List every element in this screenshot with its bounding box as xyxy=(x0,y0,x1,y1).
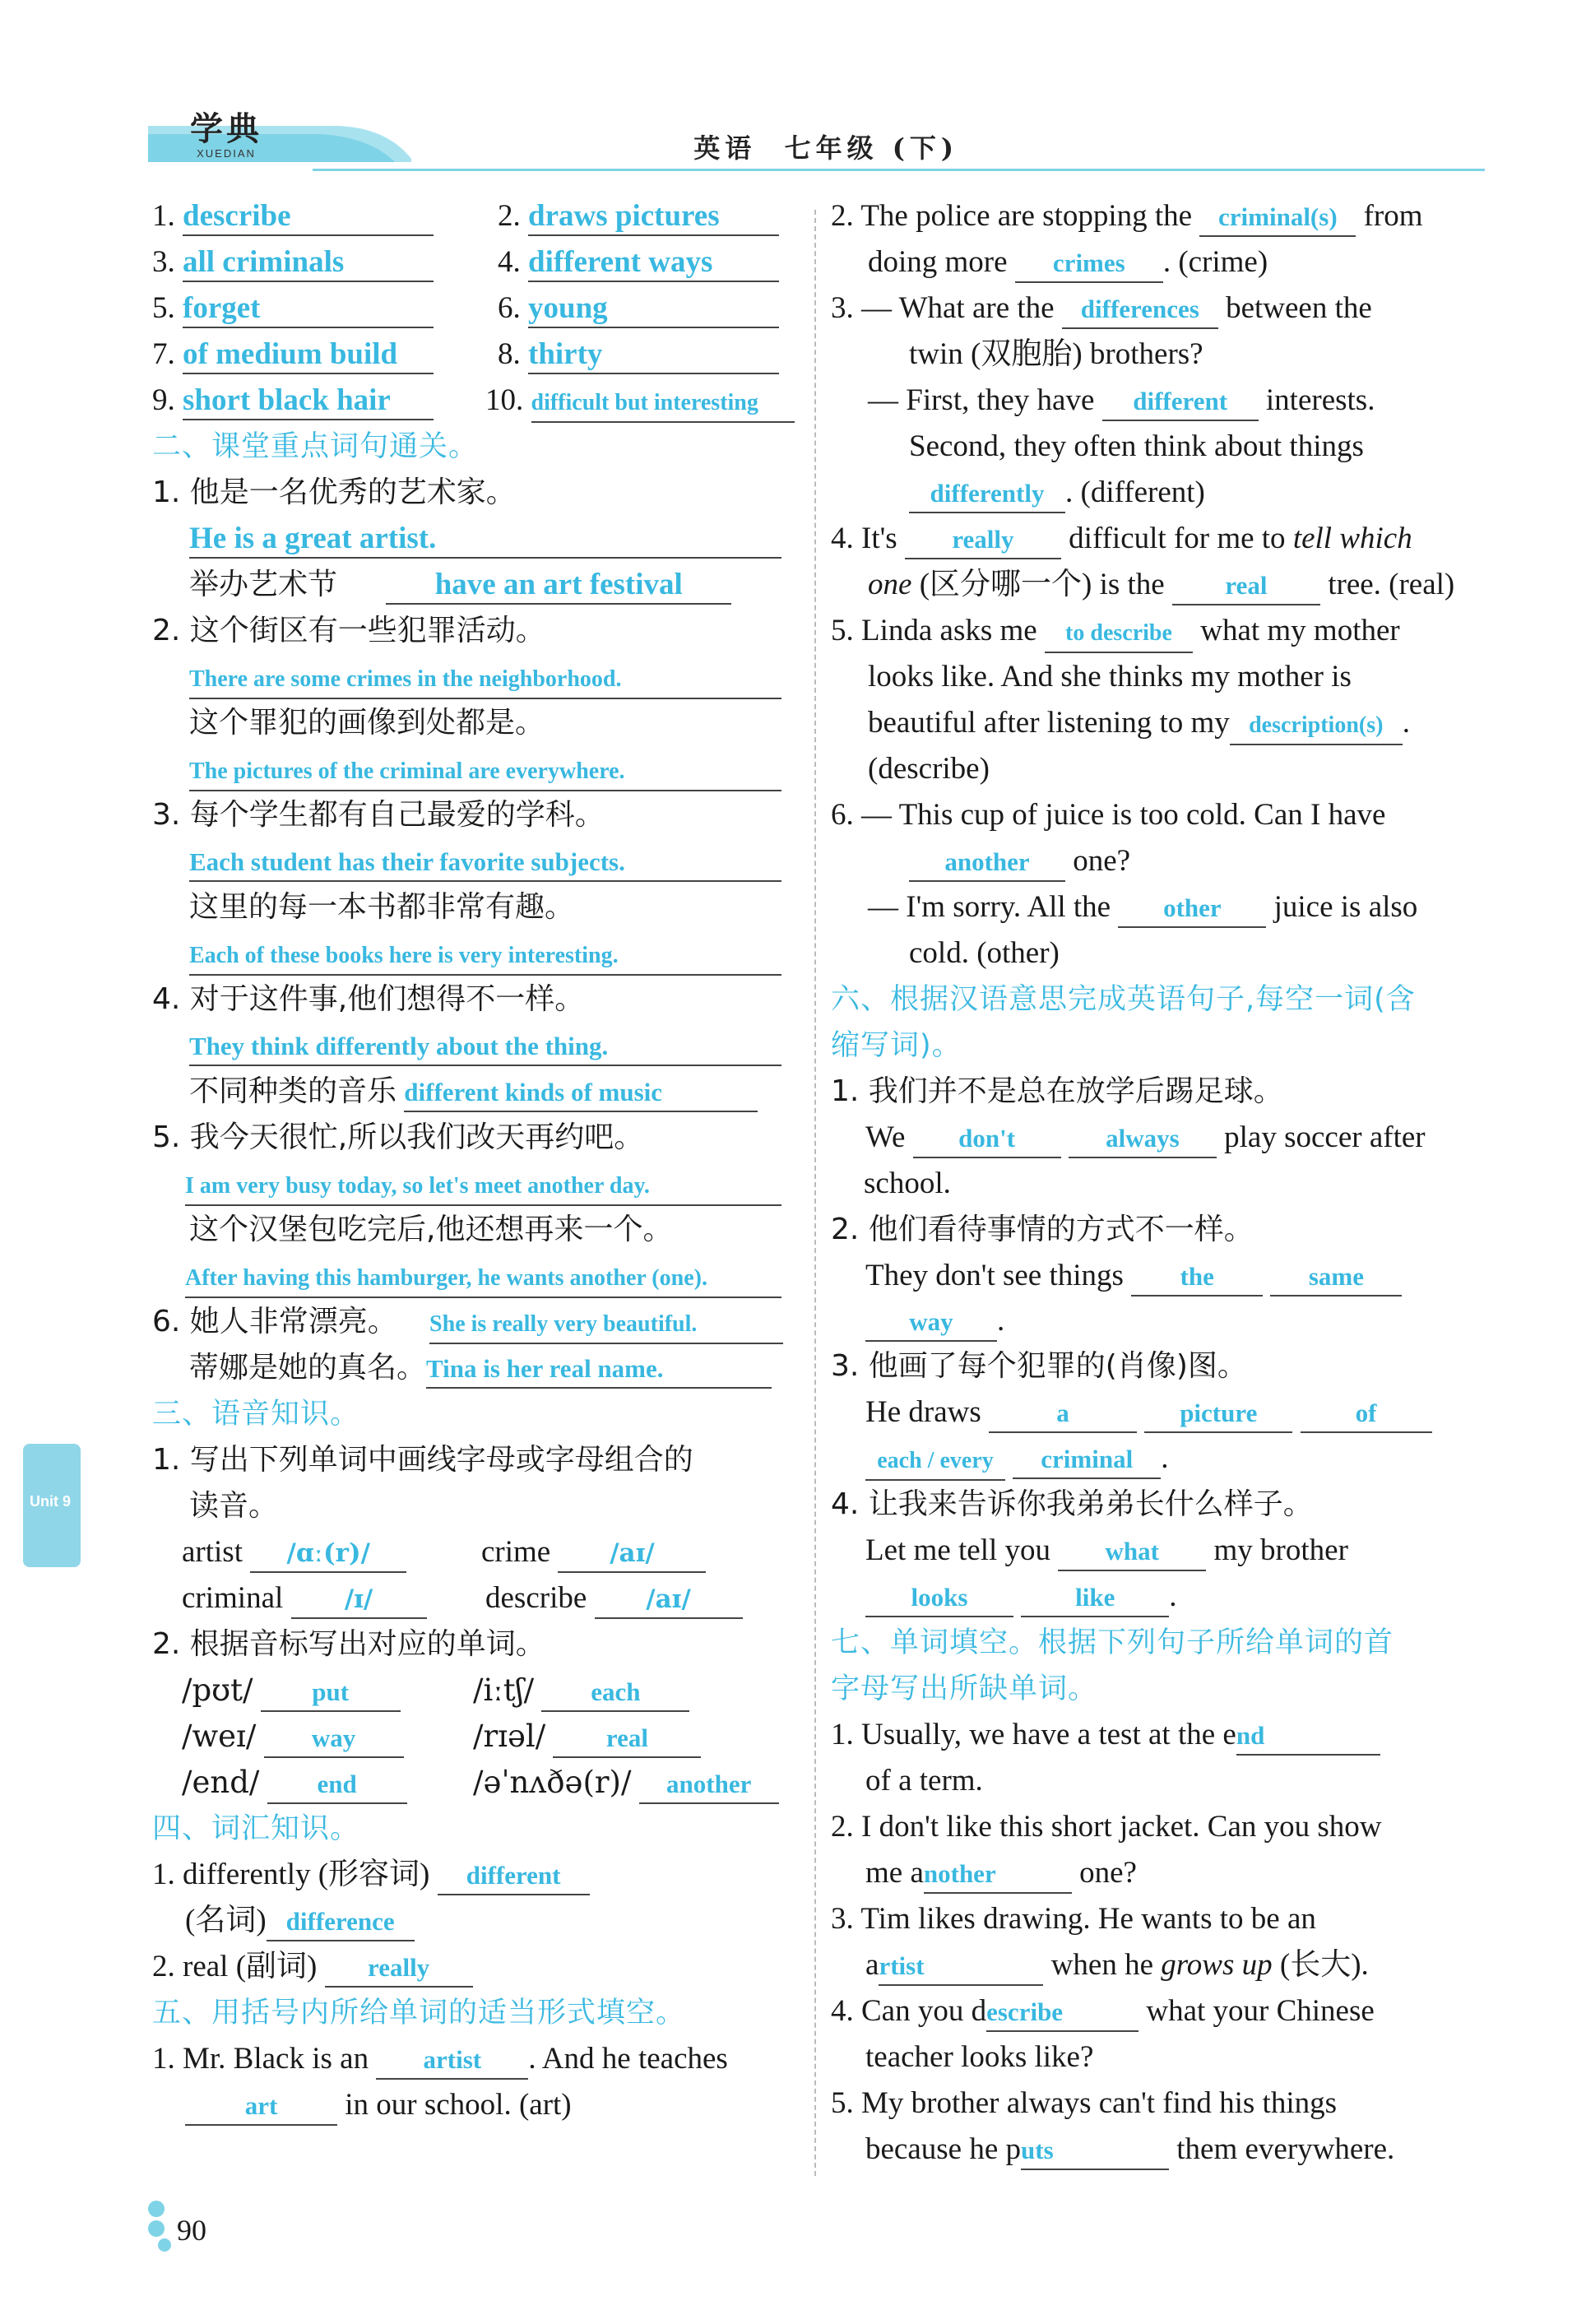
answer: really xyxy=(325,1950,473,1988)
answer: picture xyxy=(1144,1395,1292,1433)
answer: artist xyxy=(376,2042,528,2080)
answer: looks xyxy=(865,1579,1013,1617)
answer: have an art festival xyxy=(386,567,731,605)
answer: The pictures of the criminal are everywhere. xyxy=(189,754,781,791)
question: 3. 每个学生都有自己最爱的学科。 xyxy=(152,798,605,832)
page-number: 90 xyxy=(177,2214,206,2247)
answer: thirty xyxy=(528,336,779,374)
question: 1. differently (形容词) xyxy=(152,1858,430,1891)
answer: criminal xyxy=(1013,1441,1161,1479)
question: 这个罪犯的画像到处都是。 xyxy=(189,706,545,740)
header-rule xyxy=(313,169,1485,171)
publisher-logo: 学典 XUEDIAN xyxy=(190,109,262,160)
question: 举办艺术节 xyxy=(189,568,338,601)
answer: forget xyxy=(183,290,434,328)
answer: uts xyxy=(1021,2132,1169,2170)
answer: all criminals xyxy=(183,244,434,282)
section-3-title: 三、语音知识。 xyxy=(152,1398,360,1431)
answer: really xyxy=(905,522,1061,559)
answer: always xyxy=(1069,1120,1217,1158)
answer: another xyxy=(909,844,1065,882)
answer: young xyxy=(528,290,779,328)
phonetic: /rɪəl/ xyxy=(473,1719,546,1754)
word-row: 9. short black hair 10. difficult but interesting xyxy=(152,378,802,424)
question: 读音。 xyxy=(189,1489,279,1523)
answer: difficult but interesting xyxy=(531,385,795,423)
answer: crimes xyxy=(1015,245,1163,283)
question: 1. 他是一名优秀的艺术家。 xyxy=(152,475,516,509)
section-6-title: 六、根据汉语意思完成英语句子,每空一词(含 xyxy=(831,983,1416,1016)
answer: /ɑː(r)/ xyxy=(250,1535,406,1573)
answer: She is really very beautiful. xyxy=(429,1306,783,1344)
answer: the xyxy=(1131,1259,1263,1297)
question: 5. 我今天很忙,所以我们改天再约吧。 xyxy=(152,1120,644,1154)
phonetic: /end/ xyxy=(182,1765,260,1800)
section-2-title: 二、课堂重点词句通关。 xyxy=(152,430,479,463)
section-5-title: 五、用括号内所给单词的适当形式填空。 xyxy=(152,1997,686,2029)
word: describe xyxy=(485,1581,587,1615)
answer: real xyxy=(1172,568,1320,605)
question: 2. 根据音标写出对应的单词。 xyxy=(152,1627,545,1661)
answer: draws pictures xyxy=(528,198,779,236)
question: 2. real (副词) xyxy=(152,1950,318,1983)
answer: nother xyxy=(924,1856,1072,1894)
answer: way xyxy=(865,1304,997,1342)
answer: like xyxy=(1021,1579,1169,1617)
page-header xyxy=(148,111,1485,177)
question: 3. 他画了每个犯罪的(肖像)图。 xyxy=(831,1349,1247,1383)
word-row: 1. describe 2. draws pictures xyxy=(152,193,802,239)
answer: He is a great artist. xyxy=(189,521,781,559)
section-4-title: 四、词汇知识。 xyxy=(152,1812,360,1845)
answer: don't xyxy=(913,1120,1061,1158)
question: (名词) xyxy=(185,1904,267,1937)
phonetic: /weɪ/ xyxy=(182,1719,257,1754)
answer: Each of these books here is very interesting. xyxy=(189,938,781,976)
section-6-title-cont: 缩写词)。 xyxy=(831,1029,962,1062)
word-row: 7. of medium build 8. thirty xyxy=(152,332,802,378)
question: 6. 她人非常漂亮。 xyxy=(152,1305,397,1338)
answer: end xyxy=(267,1766,407,1804)
answer: Each student has their favorite subjects. xyxy=(189,844,781,882)
phonetic: /pʊt/ xyxy=(182,1672,253,1708)
question: 4. 让我来告诉你我弟弟长什么样子。 xyxy=(831,1487,1313,1521)
answer: put xyxy=(261,1674,401,1712)
answer: way xyxy=(264,1720,404,1758)
column-divider xyxy=(814,210,816,2176)
answer: different ways xyxy=(528,244,779,282)
answer: different kinds of music xyxy=(404,1074,758,1112)
answer: /aɪ/ xyxy=(595,1581,743,1619)
answer: Tina is her real name. xyxy=(426,1351,772,1389)
book-title: 英语 七年级 (下) xyxy=(693,132,958,164)
word-row: 5. forget 6. young xyxy=(152,285,802,332)
answer: different xyxy=(1102,383,1259,421)
question: 这里的每一本书都非常有趣。 xyxy=(189,890,575,924)
answer: other xyxy=(1118,890,1266,928)
answer: description(s) xyxy=(1230,707,1403,745)
answer: short black hair xyxy=(183,383,434,420)
word: crime xyxy=(481,1535,551,1569)
question: 蒂娜是她的真名。 xyxy=(189,1351,427,1385)
answer: rtist xyxy=(879,1948,1043,1986)
left-column: 1. describe 2. draws pictures 3. all criminals 4. different ways 5. forget 6. young 7. of medium build 8. thirty 9. short black hair 10. difficult but interesting 二、课堂重点词句通关。 1. 他是一名优秀的艺术家。 He is a great artist. 举办艺术节 have an art festival 2. 这个街区有一些犯罪活动。 There are some crimes in the neighborhood. 这个罪犯的画像到处都是。 The pictures of the criminal are everywhere. 3. 每个学生都有自己最爱的学科。 Each student has their favorite subjects. 这里的每一本书都非常有趣。 Each of these books here is very interesting. 4. 对于这件事,他们想得不一样。 They think differently about the thing. 不同种类的音乐 different kinds of music 5. 我今天很忙,所以我们改天再约吧。 I am very busy today, so let's meet another day. 这个汉堡包吃完后,他还想再来一个。 After having this hamburger, he wants another (one). 6. 她人非常漂亮。 She is really very beautiful. 蒂娜是她的真名。Tina is her real name. 三、语音知识。 1. 写出下列单词中画线字母或字母组合的 读音。 artist /ɑː(r)/ crime /aɪ/ criminal /ɪ/ describe /aɪ/ 2. 根据音标写出对应的单词。 /pʊt/ put /iːtʃ/ each /weɪ/ way /rɪəl/ real /end/ end /əˈnʌðə(r)/ another 四、词汇知识。 1. differently (形容词) different (名词) difference 2. real (副词) really 五、用括号内所给单词的适当形式填空。 1. Mr. Black is an artist . And he teaches art in our school. (art) xyxy=(152,193,802,2128)
answer: /ɪ/ xyxy=(291,1581,427,1619)
question: 2. 这个街区有一些犯罪活动。 xyxy=(152,614,545,647)
question: 2. 他们看待事情的方式不一样。 xyxy=(831,1213,1254,1246)
answer: of xyxy=(1301,1395,1432,1433)
question: 1. Mr. Black is an xyxy=(152,2042,369,2076)
section-7-title: 七、单词填空。根据下列句子所给单词的首 xyxy=(831,1626,1394,1659)
answer: real xyxy=(553,1720,701,1758)
answer: what xyxy=(1058,1533,1206,1571)
unit-tab: Unit 9 xyxy=(23,1444,81,1567)
phonetic: /iːtʃ/ xyxy=(473,1672,535,1708)
answer: differently xyxy=(909,475,1065,513)
question: 4. 对于这件事,他们想得不一样。 xyxy=(152,982,585,1016)
question: 1. 我们并不是总在放学后踢足球。 xyxy=(831,1074,1283,1108)
phonetic: /əˈnʌðə(r)/ xyxy=(473,1765,632,1800)
answer: differences xyxy=(1062,291,1218,329)
answer: They think differently about the thing. xyxy=(189,1028,781,1066)
answer: /aɪ/ xyxy=(558,1535,706,1573)
answer: same xyxy=(1270,1259,1402,1297)
answer: There are some crimes in the neighborhood. xyxy=(189,661,781,699)
question: 这个汉堡包吃完后,他还想再来一个。 xyxy=(189,1213,673,1246)
answer: After having this hamburger, he wants another (one). xyxy=(185,1260,781,1298)
word: criminal xyxy=(182,1581,284,1615)
answer: another xyxy=(639,1766,779,1804)
answer: each xyxy=(541,1674,689,1712)
question: 1. 写出下列单词中画线字母或字母组合的 xyxy=(152,1443,693,1477)
question: 不同种类的音乐 xyxy=(189,1074,397,1108)
answer: art xyxy=(185,2088,337,2126)
answer: of medium build xyxy=(183,336,434,374)
answer: a xyxy=(989,1395,1137,1433)
answer: criminal(s) xyxy=(1199,199,1356,237)
answer: describe xyxy=(183,198,434,236)
word-row: 3. all criminals 4. different ways xyxy=(152,239,802,285)
answer: difference xyxy=(267,1904,415,1941)
answer: escribe xyxy=(986,1994,1138,2032)
word: artist xyxy=(182,1535,243,1569)
answer: each / every xyxy=(865,1443,1005,1481)
answer: nd xyxy=(1236,1718,1380,1756)
answer: I am very busy today, so let's meet another day. xyxy=(185,1168,781,1206)
section-7-title-cont: 字母写出所缺单词。 xyxy=(831,1672,1098,1705)
answer: different xyxy=(438,1858,590,1895)
answer: to describe xyxy=(1045,615,1193,653)
right-column: 2. The police are stopping the criminal(s) from doing more crimes . (crime) 3. — What are the differences between the twin (双胞胎) brothers? — First, they have different interests. Second, they often think about things differently . (different) 4. It's really difficult for me to tell which one (区分哪一个) is the real tree. (real) 5. Linda asks me to describe what my mother looks like. And she thinks my mother is beautiful after listening to my description(s) . (describe) 6. — This cup of juice is too cold. Can I have another one? — I'm sorry. All the other juice is also cold. (other) 六、根据汉语意思完成英语句子,每空一词(含 缩写词)。 1. 我们并不是总在放学后踢足球。 We don't always play soccer after school. 2. 他们看待事情的方式不一样。 They don't see things the same way . 3. 他画了每个犯罪的(肖像)图。 He draws a picture of each / every criminal . 4. 让我来告诉你我弟弟长什么样子。 Let me tell you what my brother looks like . 七、单词填空。根据下列句子所给单词的首 字母写出所缺单词。 1. Usually, we have a test at the end of a term. 2. I don't like this short jacket. Can you show me another one? 3. Tim likes drawing. He wants to be an artist when he grows up (长大). 4. Can you describe what your Chinese teacher looks like? 5. My brother always can't find his things because he puts them everywhere. xyxy=(831,193,1481,2173)
